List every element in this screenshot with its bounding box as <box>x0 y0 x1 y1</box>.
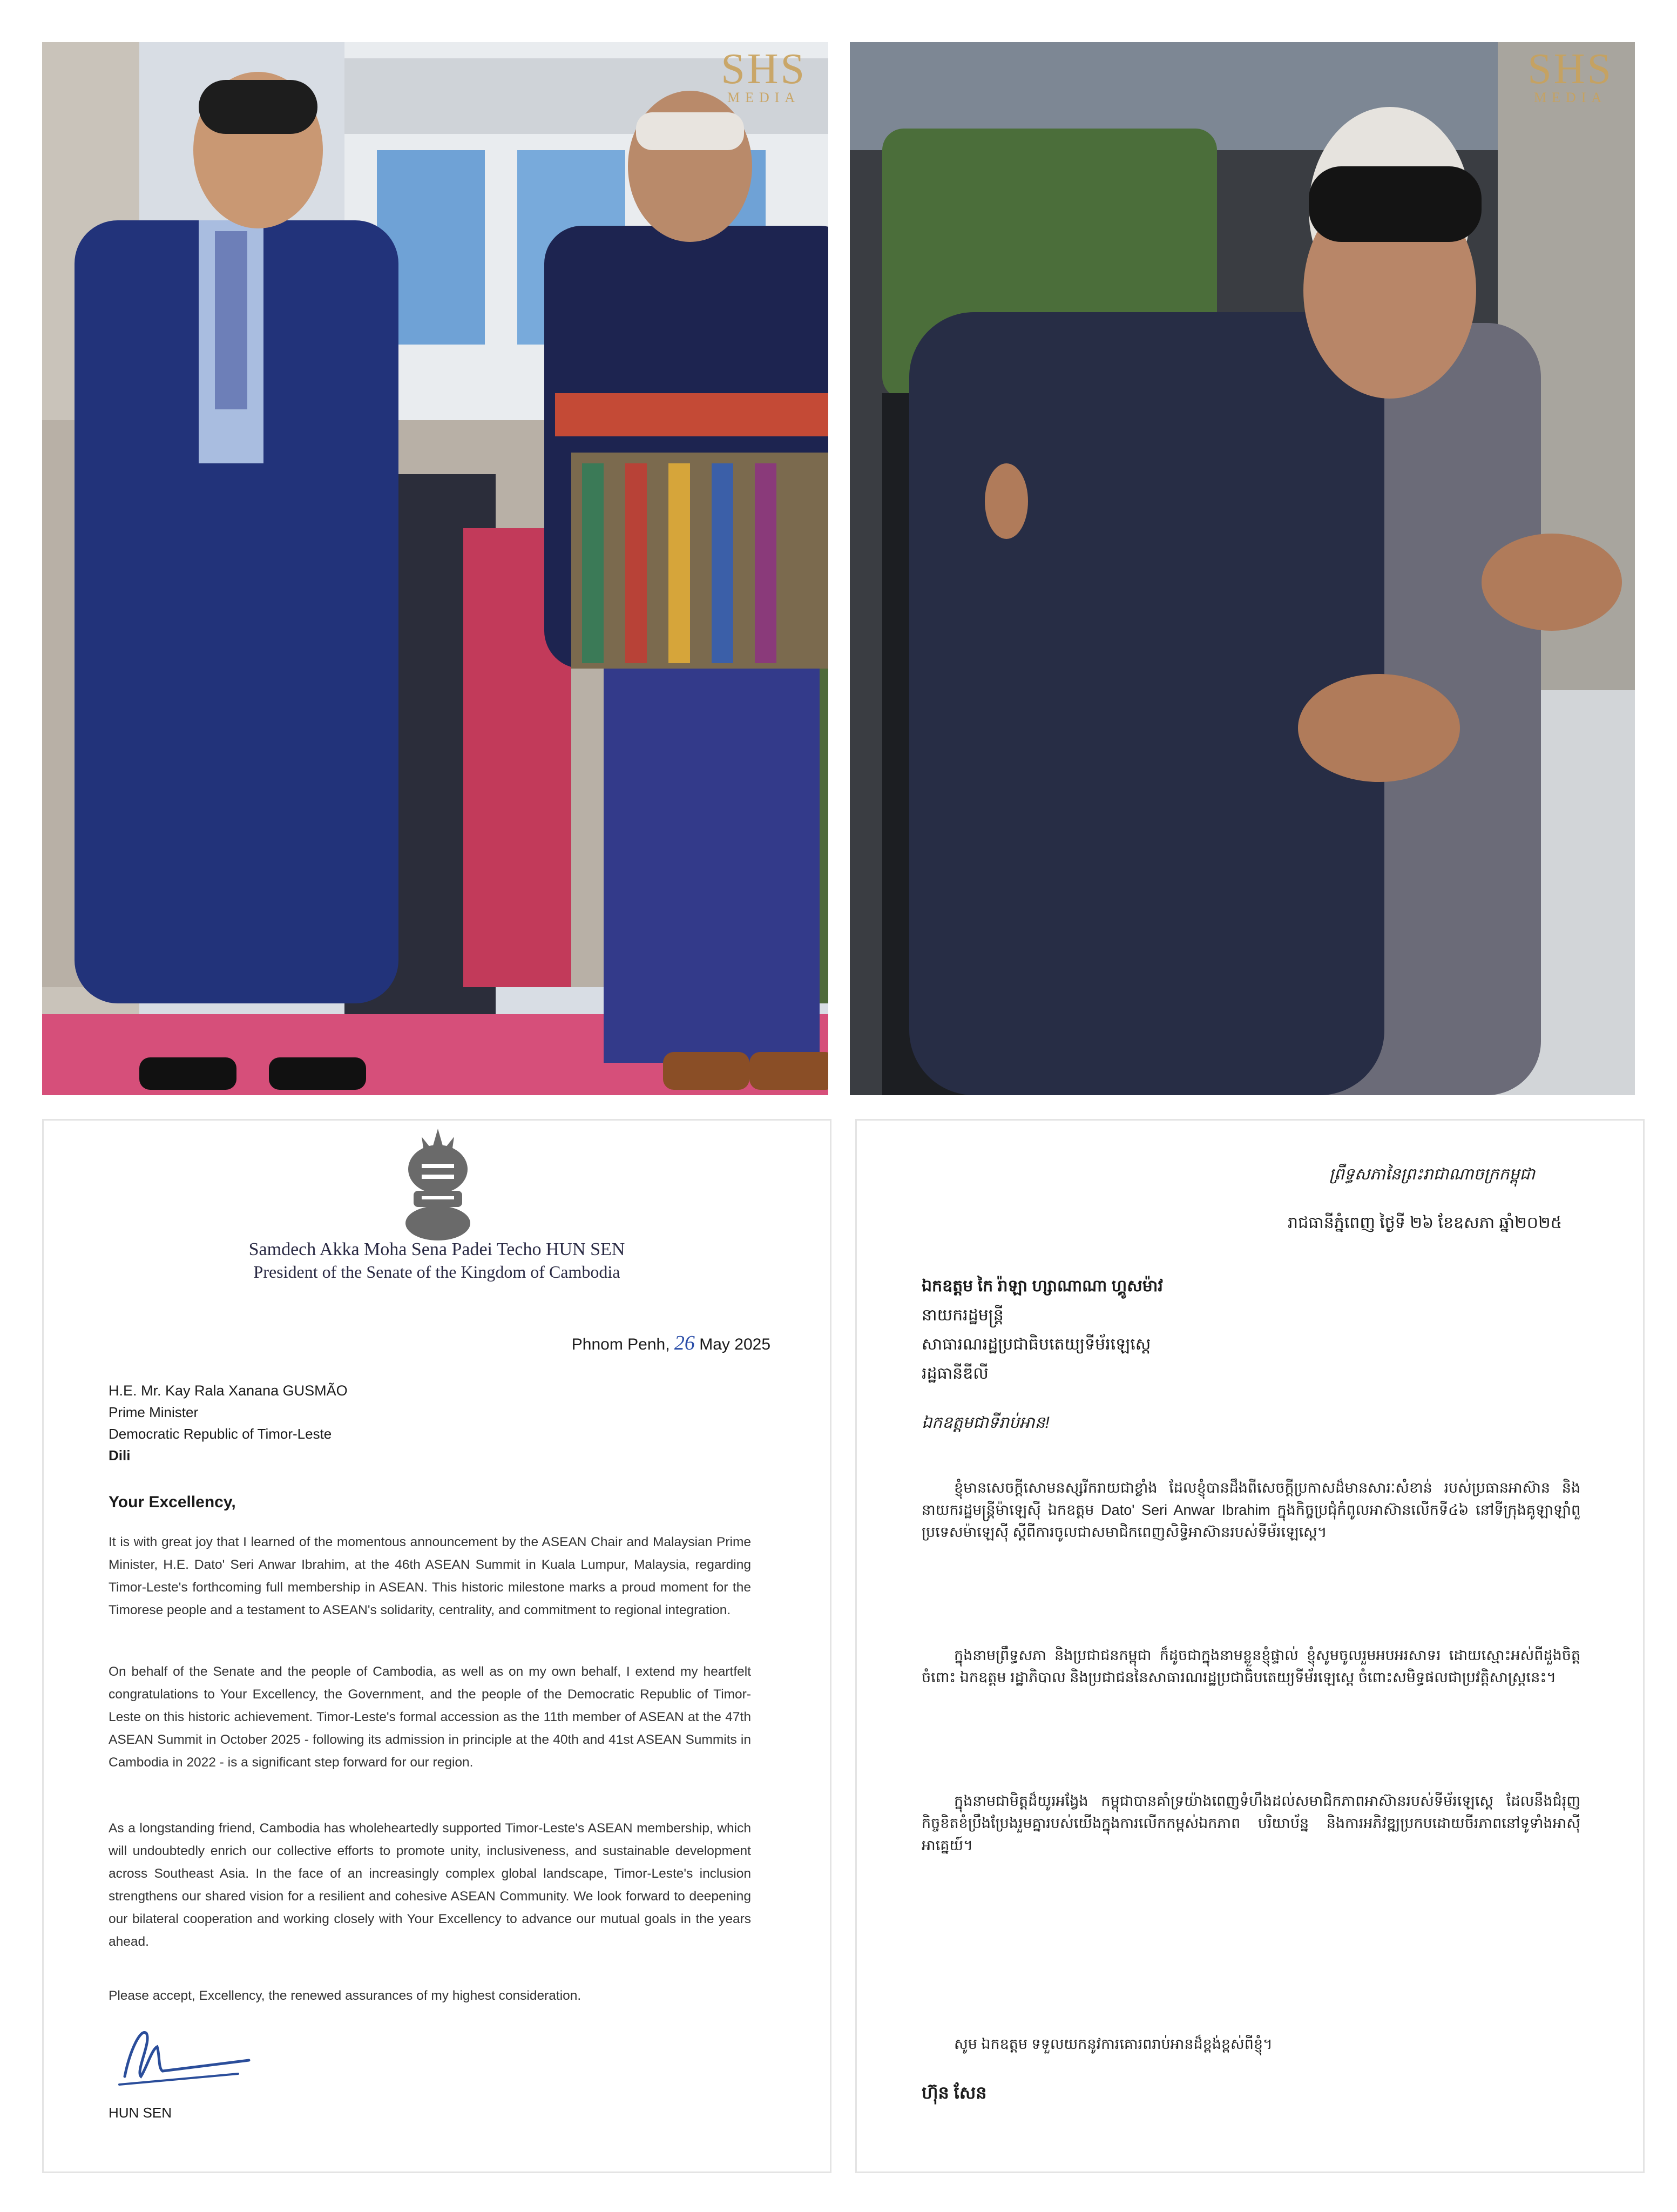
salutation: Your Excellency, <box>109 1493 236 1511</box>
embrace-scene <box>850 42 1635 1095</box>
watermark-logo: SHS MEDIA <box>1527 45 1613 105</box>
recipient-city: រដ្ឋធានីឌីលី <box>922 1365 989 1382</box>
salutation: ឯកឧត្តមជាទីរាប់អាន! <box>922 1414 1050 1432</box>
body-paragraph: ក្នុងនាមព្រឹទ្ធសភា និងប្រជាជនកម្ពុជា ក៏ដូចជាក្នុងនាមខ្លួនខ្ញុំផ្ទាល់ ខ្ញុំសូមចូលរួមអបអរសាទរ ដោយស្មោះអស់ពីដួងចិត្តចំពោះ ឯកឧត្តម រដ្ឋាភិបាល និងប្រជាជននៃសាធារណរដ្ឋប្រជាធិបតេយ្យទីម័រឡេស្តេ ចំពោះសមិទ្ធផលជាប្រវត្តិសាស្ត្រនេះ។ <box>922 1647 1580 1685</box>
closing-paragraph: Please accept, Excellency, the renewed assurances of my highest consideration. <box>109 1988 581 2003</box>
closing-paragraph: សូម ឯកឧត្តម ទទួលយកនូវការគោរពរាប់អានដ៏ខ្ពង់ខ្ពស់ពីខ្ញុំ។ <box>954 2036 1273 2052</box>
recipient-block <box>109 1380 348 1466</box>
body-paragraph: ខ្ញុំមានសេចក្តីសោមនស្សរីករាយជាខ្លាំង ដែលខ្ញុំបានដឹងពីសេចក្តីប្រកាសដ៏មានសារៈសំខាន់ របស់ប្រធានអាស៊ាន និងនាយករដ្ឋមន្ត្រីម៉ាឡេស៊ី ឯកឧត្តម Dato' Seri Anwar Ibrahim ក្នុងកិច្ចប្រជុំកំពូលអាស៊ានលើកទី៤៦ នៅទីក្រុងគូឡាឡាំពួ ប្រទេសម៉ាឡេស៊ី ស្តីពីការចូលជាសមាជិកពេញសិទ្ធិអាស៊ានរបស់ទីម័រឡេស្តេ។ <box>922 1480 1580 1540</box>
letter-header: ព្រឹទ្ធសភានៃព្រះរាជាណាចក្រកម្ពុជា <box>1329 1165 1535 1183</box>
date-place: Phnom Penh, <box>571 1336 670 1353</box>
letter-date <box>572 1331 770 1355</box>
recipient-block <box>922 1272 1163 1388</box>
recipient-title: នាយករដ្ឋមន្ត្រី <box>922 1306 1004 1324</box>
letter-english <box>42 1119 831 2173</box>
body-paragraph: On behalf of the Senate and the people of Cambodia, as well as on my own behalf, I extend my heartfelt congratulations to Your Excellency, the Government, and the people of the Democratic Republic of Timor-Leste on this historic achievement. Timor-Leste's formal accession as the 11th member of ASEAN at the 47th ASEAN Summit in October 2025 - following its admission in principle at the 40th and 41st ASEAN Summits in Cambodia in 2022 - is a significant step forward for our region. <box>109 1664 751 1770</box>
senate-emblem-icon <box>389 1126 486 1245</box>
recipient-country: សាធារណរដ្ឋប្រជាធិបតេយ្យទីម័រឡេស្តេ <box>922 1336 1151 1353</box>
body-paragraph: ក្នុងនាមជាមិត្តដ៏យូរអង្វែង កម្ពុជាបានគាំទ្រយ៉ាងពេញទំហឹងដល់សមាជិកភាពអាស៊ានរបស់ទីម័រឡេស្តេ ដែលនឹងជំរុញកិច្ចខិតខំប្រឹងប្រែងរួមគ្នារបស់យើងក្នុងការលើកកម្ពស់ឯកភាព បរិយាប័ន្ន និងការអភិវឌ្ឍប្រកបដោយចីរភាពនៅទូទាំងអាស៊ីអាគ្នេយ៍។ <box>922 1793 1580 1853</box>
photo-embrace <box>850 42 1635 1095</box>
recipient-name: ឯកឧត្តម កៃ រ៉ាឡា ហ្សាណាណា ហ្គូសម៉ាវ <box>922 1277 1163 1295</box>
date-day: 26 <box>674 1332 695 1354</box>
sender-title: President of the Senate of the Kingdom of Cambodia <box>253 1262 620 1282</box>
recipient-name: H.E. Mr. Kay Rala Xanana GUSMÃO <box>109 1382 348 1399</box>
body-paragraph: As a longstanding friend, Cambodia has wholeheartedly supported Timor-Leste's ASEAN membership, which will undoubtedly enrich our collective efforts to promote unity, inclusiveness, and sustainable development across Southeast Asia. In the face of an increasingly complex global landscape, Timor-Leste's inclusion strengthens our shared vision for a resilient and cohesive ASEAN Community. We look forward to deepening our bilateral cooperation and working closely with Your Excellency to advance our mutual goals in the years ahead. <box>109 1821 751 1949</box>
recipient-city: Dili <box>109 1447 131 1464</box>
letter-date: រាជធានីភ្នំពេញ ថ្ងៃទី ២៦ ខែឧសភា ឆ្នាំ២០២៥ <box>1288 1214 1562 1232</box>
recipient-title: Prime Minister <box>109 1404 199 1420</box>
signature-icon <box>109 2017 260 2093</box>
sender-name: Samdech Akka Moha Sena Padei Techo HUN SEN <box>248 1239 625 1259</box>
watermark-logo: SHS MEDIA <box>721 45 807 105</box>
date-month-year: May 2025 <box>699 1336 770 1353</box>
recipient-country: Democratic Republic of Timor-Leste <box>109 1426 332 1442</box>
signer-name: HUN SEN <box>109 2105 172 2121</box>
body-paragraph: It is with great joy that I learned of the momentous announcement by the ASEAN Chair and Malaysian Prime Minister, H.E. Dato' Seri Anwar Ibrahim, at the 46th ASEAN Summit in Kuala Lumpur, Malaysia, regarding Timor-Leste's forthcoming full membership in ASEAN. This historic milestone marks a proud moment for the Timorese people and a testament to ASEAN's solidarity, centrality, and commitment to regional integration. <box>109 1535 751 1617</box>
photo-official-ceremony <box>42 42 828 1095</box>
ceremony-scene <box>42 42 828 1095</box>
letter-khmer <box>855 1119 1645 2173</box>
signer-name: ហ៊ុន សែន <box>922 2083 987 2102</box>
